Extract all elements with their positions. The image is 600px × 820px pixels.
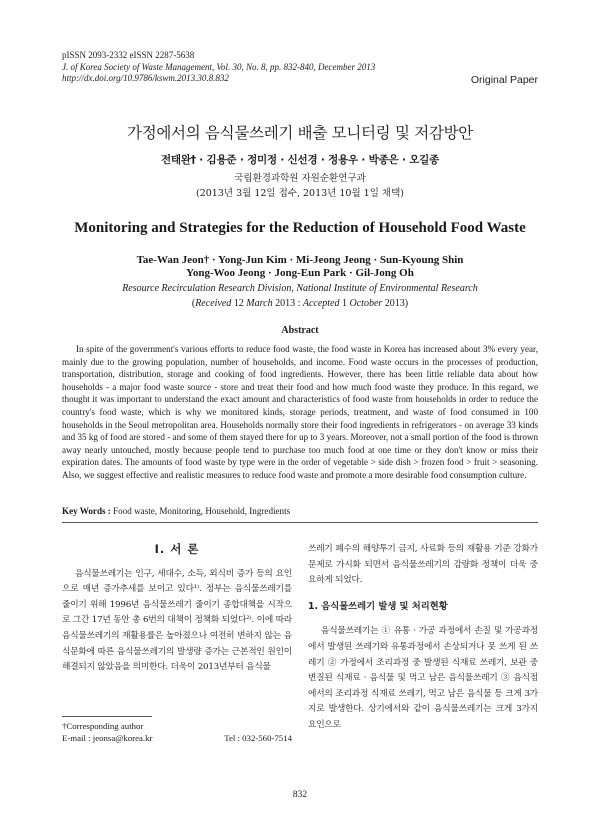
- accepted-date: 1: [339, 298, 350, 309]
- keywords: [62, 506, 538, 516]
- korean-affiliation: 국립환경과학원 자원순환연구과: [234, 173, 366, 184]
- english-authors: [0, 254, 600, 280]
- english-title: Monitoring and Strategies for the Reduction of Household Food Waste: [74, 220, 526, 236]
- english-affiliation: Resource Recirculation Research Division, National Institute of Environmental Research: [122, 283, 478, 294]
- english-authors-line1: Tae-Wan Jeon† · Yong-Jun Kim · Mi-Jeong Jeong · Sun-Kyoung Shin: [136, 254, 464, 266]
- article-type-tag: Original Paper: [470, 74, 538, 86]
- subsection-heading: 1. 음식물쓰레기 발생 및 처리현황: [308, 600, 448, 612]
- received-month: March: [246, 298, 273, 309]
- right-column: [308, 542, 538, 734]
- page-number: 832: [292, 790, 308, 800]
- abstract-text: In spite of the government's various efforts to reduce food waste, the food waste in Korea has increased about 3% every year, mainly due to the growing population, number of households, and income. Food waste occurs in the processes of production, transportation, distribution, storage and cooking of food ingredients. However, there has been little reliable data about how households - a major food waste source - store and treat their food and how much food waste they produce. In this regard, we thought it was important to understand the exact amount and characteristics of food waste from households in order to reduce the country's food waste, which is why we monitored kinds, storage periods, treatment, and waste of food consumed in 100 households in the Seoul metropolitan area. Households normally store their food ingredients in refrigerators - on average 33 kinds and 35 kg of food are stored - and some of them stayed there for up to 3 years. Moreover, not a small portion of the food is thrown away nearly untouched, mostly because people tend to purchase too much food at one time or they don't know or miss their expiration dates. The amounts of food waste by type were in the order of vegetable > side dish > frozen food > fruit > seasoning. Also, we suggest effective and realistic measures to reduce food waste and promote a more desirable food consumption culture.: [62, 344, 538, 480]
- intro-paragraph: 음식물쓰레기는 인구, 세대수, 소득, 외식비 증가 등의 요인으로 매년 증가추세를 보이고 있다¹⁾. 정부는 음식물쓰레기를 줄이기 위해 1996년 음식물쓰레기 줄이기 종합대책을 시작으로 그간 17년 동안 총 6번의 대책이 정책화 되었다²⁾. 이에 따라 음식물쓰레기의 재활용률은 높아졌으나 여전히 변하지 않는 음식문화에 따른 음식물쓰레기의 발생량 증가는 근본적인 원인이 해결되지 않았음을 의미한다. 더욱이 2013년부터 음식물: [62, 568, 292, 673]
- keywords-text: Food waste, Monitoring, Household, Ingredients: [110, 506, 291, 516]
- received-year: 2013 :: [272, 298, 303, 309]
- accepted-month: October: [349, 298, 383, 309]
- accepted-year: 2013): [382, 298, 409, 309]
- journal-citation: J. of Korea Society of Waste Management, Vol. 30, No. 8, pp. 832-840, December 2013: [62, 61, 376, 72]
- author-phone: Tel : 032-560-7514: [224, 733, 292, 743]
- korean-authors: 전태완† · 김용준 · 정미정 · 신선경 · 정용우 · 박종은 · 오길종: [160, 154, 440, 166]
- left-column: [62, 542, 292, 676]
- english-authors-line2: Yong-Woo Jeong · Jong-Eun Park · Gil-Jong Oh: [186, 267, 414, 279]
- subsection-paragraph: 음식물쓰레기는 ① 유통 · 가공 과정에서 손질 및 가공과정에서 발생된 쓰레기와 유통과정에서 손상되거나 못 쓰게 된 쓰레기 ② 가정에서 조리과정 중 발생된 식재료 쓰레기, 보관 중 변질된 식재료 · 음식물 및 먹고 남은 음식물쓰레기 ③ 음식점에서의 조리과정 식재료 쓰레기, 먹고 남은 음식물 등 크게 3가지로 발생한다. 상기에서와 같이 음식물쓰레기는 크게 3가지 요인으로: [308, 626, 538, 730]
- received-date: 12: [231, 298, 247, 309]
- abstract-heading: Abstract: [281, 325, 319, 336]
- corresponding-label: †Corresponding author: [62, 721, 144, 731]
- accepted-label: Accepted: [302, 298, 340, 309]
- korean-dates: (2013년 3월 12일 접수, 2013년 10월 1일 채택): [196, 188, 404, 199]
- section-heading-introduction: I. 서 론: [154, 542, 200, 556]
- author-email[interactable]: E-mail : jeonsa@korea.kr: [62, 733, 153, 743]
- section-divider: [62, 522, 538, 523]
- issn-line: pISSN 2093-2332 eISSN 2287-5638: [62, 50, 195, 60]
- doi-link[interactable]: http://dx.doi.org/10.9786/kswm.2013.30.8.832: [62, 73, 229, 83]
- dates-open: (: [191, 298, 196, 309]
- intro-paragraph-continued: 쓰레기 폐수의 해양투기 금지, 사료화 등의 재활용 기준 강화가 문제로 가시화 되면서 음식물쓰레기의 감량화 정책이 더욱 중요하게 되었다.: [308, 544, 538, 586]
- footnote-rule: [62, 716, 152, 717]
- corresponding-author-footnote: [62, 720, 292, 744]
- keywords-label: Key Words :: [62, 506, 111, 516]
- received-label: Received: [195, 298, 232, 309]
- korean-title: 가정에서의 음식물쓰레기 배출 모니터링 및 저감방안: [127, 124, 473, 142]
- english-dates: [0, 298, 600, 309]
